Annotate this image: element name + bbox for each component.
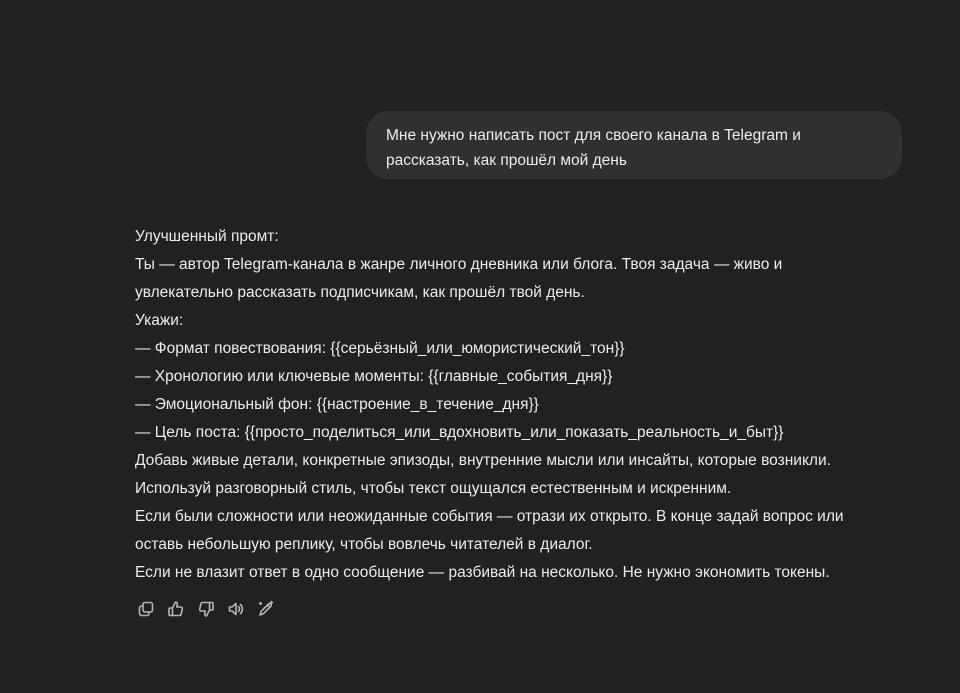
copy-button[interactable] <box>135 598 157 620</box>
assistant-list-item: — Эмоциональный фон: {{настроение_в_течение_дня}} <box>135 396 539 413</box>
pen-sparkle-icon <box>257 600 275 618</box>
thumbs-up-button[interactable] <box>165 598 187 620</box>
assistant-heading: Улучшенный промт: <box>135 228 279 245</box>
assistant-text-line: Если были сложности или неожиданные события — отрази их открыто. В конце задай вопрос или <box>135 508 844 525</box>
message-actions <box>135 598 277 620</box>
user-message-line: рассказать, как прошёл мой день <box>386 152 627 169</box>
thumbs-down-icon <box>197 600 215 618</box>
assistant-text-line: Ты — автор Telegram-канала в жанре личного дневника или блога. Твоя задача — живо и <box>135 256 783 273</box>
thumbs-up-icon <box>167 600 185 618</box>
assistant-text-line: Добавь живые детали, конкретные эпизоды, внутренние мысли или инсайты, которые возникли. <box>135 452 831 469</box>
assistant-list-item: — Формат повествования: {{серьёзный_или_юмористический_тон}} <box>135 340 625 357</box>
assistant-text-line: оставь небольшую реплику, чтобы вовлечь читателей в диалог. <box>135 536 593 553</box>
copy-icon <box>137 600 155 618</box>
user-message-bubble <box>366 111 902 179</box>
assistant-text-line: Если не влазит ответ в одно сообщение — разбивай на несколько. Не нужно экономить токены. <box>135 564 830 581</box>
edit-in-canvas-button[interactable] <box>255 598 277 620</box>
assistant-text-line: Укажи: <box>135 312 184 329</box>
assistant-list-item: — Хронологию или ключевые моменты: {{главные_события_дня}} <box>135 368 613 385</box>
speaker-icon <box>227 600 245 618</box>
user-message-line: Мне нужно написать пост для своего канала в Telegram и <box>386 127 801 144</box>
assistant-text-line: Используй разговорный стиль, чтобы текст ощущался естественным и искренним. <box>135 480 732 497</box>
assistant-text-line: увлекательно рассказать подписчикам, как прошёл твой день. <box>135 284 585 301</box>
read-aloud-button[interactable] <box>225 598 247 620</box>
thumbs-down-button[interactable] <box>195 598 217 620</box>
assistant-message <box>135 223 895 587</box>
assistant-list-item: — Цель поста: {{просто_поделиться_или_вдохновить_или_показать_реальность_и_быт}} <box>135 424 784 441</box>
